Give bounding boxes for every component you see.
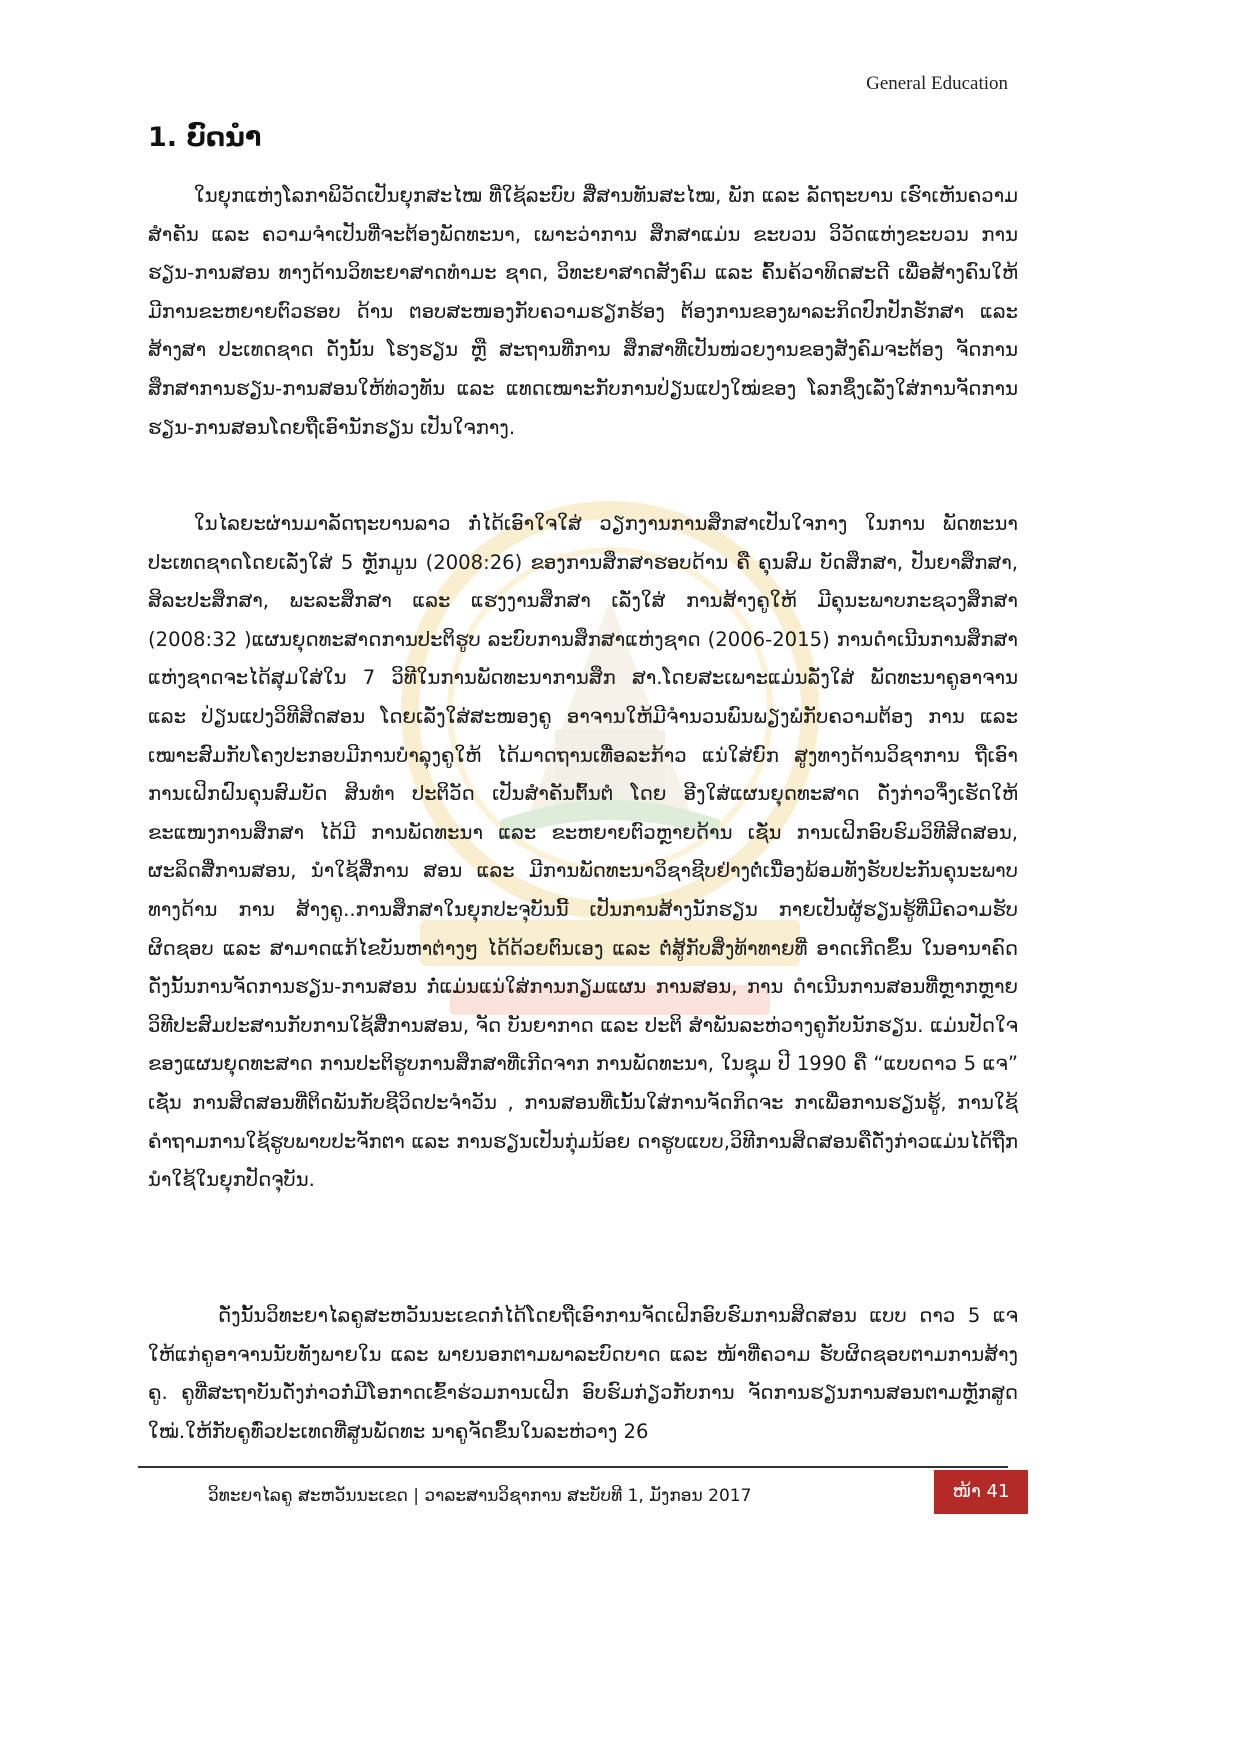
body-paragraph: ໃນໄລຍະຜ່ານມາລັດຖະບານລາວ ກໍ່ໄດ້ເອົາໃຈໃສ່ ວຽກງານການສຶກສາເປັນໃຈກາງ ໃນການ ພັດທະນາປະເທດຊາດໂດຍເລັ່ງໃສ່ 5 ຫຼັກມູນ (2008:26) ຂອງການສຶກສາຮອບດ້ານ ຄື ຄຸນສົມ ບັດສຶກສາ, ປັນຍາສຶກສາ, ສິລະປະສຶກສາ, ພະລະສຶກສາ ແລະ ແຮງງານສຶກສາ ເລັ່ງໃສ່ ການສ້າງຄູໃຫ້ ມີຄຸນະພາບກະຊວງສຶກສາ (2008:32 )ແຜນຍຸດທະສາດການປະຕິຮູບ ລະບົບການສຶກສາແຫ່ງຊາດ (2006-2015) ການດຳເນີນການສຶກສາແຫ່ງຊາດຈະໄດ້ສຸມໃສ່ໃນ 7 ວິທີໃນການພັດທະນາການສຶກ ສາ.ໂດຍສະເພາະແມ່ນລັ່ງໃສ່ ພັດທະນາຄູອາຈານ ແລະ ປ່ຽນແປງວິທີສິດສອນ ໂດຍເລັ່ງໃສ່ສະໜອງຄູ ອາຈານໃຫ້ມີຈຳນວນພົນພຽງພໍກັບຄວາມຕ້ອງ ການ ແລະ ເໝາະສົມກັບໂຄງປະກອບມີການບຳລຸງຄູໃຫ້ ໄດ້ມາດຖານເທື່ອລະກ້າວ ແນ່ໃສ່ຍົກ ສູງທາງດ້ານວິຊາການ ຖືເອົາການເຝິກຝົນຄຸນສົມບັດ ສິນທຳ ປະຕິວັດ ເປັນສຳຄັນຕົ້ນຕໍ ໂດຍ ອີງໃສ່ແຜນຍຸດທະສາດ ດັ່ງກ່າວຈຶ່ງເຮັດໃຫ້ຂະແໜງການສຶກສາ ໄດ້ມີ ການພັດທະນາ ແລະ ຂະຫຍາຍຕົວຫຼາຍດ້ານ ເຊັ່ນ ການເຝິກອົບຮົມວິທີສິດສອນ, ຜະລິດສື່ການສອນ, ນຳໃຊ້ສື່ການ ສອນ ແລະ ມີການພັດທະນາວິຊາຊີບຢ່າງຕໍ່ເນື່ອງພ້ອມທັງຮັບປະກັນຄຸນະພາບທາງດ້ານ ການ ສ້າງຄູ..ການສຶກສາໃນຍຸກປະຈຸບັນນີ້ ເປັນການສ້າງນັກຮຽນ ກາຍເປັນຜູ້ຮຽນຮູ້ທີ່ມີຄວາມຮັບ ຜິດຊອບ ແລະ ສາມາດແກ້ໄຂບັນຫາຕ່າງໆ ໄດ້ດ້ວຍຕົນເອງ ແລະ ຕໍ່ສູ້ກັບສິ່ງທ້າທາຍທີ່ ອາດເກີດຂຶ້ນ ໃນອານາຄົດ ດັ່ງນັ້ນການຈັດການຮຽນ-ການສອນ ກໍ່ແມ່ນແນ່ໃສ່ການກຽມແຜນ ການສອນ, ການ ດຳເນີນການສອນທີ່ຫຼາກຫຼາຍວິທີປະສົມປະສານກັບການໃຊ້ສື່ການສອນ, ຈັດ ບັນຍາກາດ ແລະ ປະຕິ ສຳພັນລະຫ່ວາງຄູກັບນັກຮຽນ. ແມ່ນປັດໃຈຂອງແຜນຍຸດທະສາດ ການປະຕິຮູບການສຶກສາທີ່ເກີດຈາກ ການພັດທະນາ, ໃນຊຸມ ປີ 1990 ຄື “ແບບດາວ 5 ແຈ” ເຊັ່ນ ການສິດສອນທີ່ຕິດພັນກັບຊີວິດປະຈຳວັນ , ການສອນທີ່ເນັ້ນໃສ່ການຈັດກິດຈະ ກາເພື່ອການຮຽນຮູ້, ການໃຊ້ຄຳຖາມການໃຊ້ຮູບພາບປະຈັກຕາ ແລະ ການຮຽນເປັນກຸ່ມນ້ອຍ ດາຮູບແບບ,ວິທີການສິດສອນຄືດັ່ງກ່າວແມ່ນໄດ້ຖືກນຳໃຊ້ໃນຍຸກປັດຈຸບັນ. (148, 512, 1018, 1192)
page-number-badge: ໜ້າ 41 (934, 1470, 1028, 1514)
section-heading: 1. ບົດນຳ (148, 122, 262, 153)
footer-journal-info: ວິທະຍາໄລຄູ ສະຫວັນນະເຂດ | ວາລະສານວິຊາການ ສະບັບທີ 1, ມັງກອນ 2017 (208, 1486, 752, 1506)
body-paragraph: ໃນຍຸກແຫ່ງໂລກາພິວັດເປັນຍຸກສະໄໝ ທີ່ໃຊ້ລະບົບ ສື່ສານທັນສະໄໝ, ພັກ ແລະ ລັດຖະບານ ເຮົາເຫັນຄວາມສຳຄັນ ແລະ ຄວາມຈຳເປັນທີ່ຈະຕ້ອງພັດທະນາ, ເພາະວ່າການ ສຶກສາແມ່ນ ຂະບວນ ວິວັດແຫ່ງຂະບວນ ການຮຽນ-ການສອນ ທາງດ້ານວິທະຍາສາດທຳມະ ຊາດ, ວິທະຍາສາດສັງຄົມ ແລະ ຄົ້ນຄ້ວາທິດສະດີ ເພື່ອສ້າງຄົນໃຫ້ມີການຂະຫຍາຍຕົວຮອບ ດ້ານ ຕອບສະໜອງກັບຄວາມຮຽກຮ້ອງ ຕ້ອງການຂອງພາລະກິດປົກປັກຮັກສາ ແລະ ສ້າງສາ ປະເທດຊາດ ດັ່ງນັ້ນ ໂຮງຮຽນ ຫຼື ສະຖານທີ່ການ ສຶກສາທີ່ເປັນໜ່ວຍງານຂອງສັງຄົມຈະຕ້ອງ ຈັດການສຶກສາການຮຽນ-ການສອນໃຫ້ທ່ວງທັນ ແລະ ແທດເໝາະກັບການປ່ຽນແປງໃໝ່ຂອງ ໂລກຊຶ່ງເລັ່ງໃສ່ການຈັດການຮຽນ-ການສອນໂດຍຖືເອົານັກຮຽນ ເປັນໃຈກາງ. (148, 184, 1018, 439)
running-head: General Education (866, 73, 1008, 94)
body-paragraph: ດັ່ງນັ້ນວິທະຍາໄລຄູສະຫວັນນະເຂດກໍ່ໄດ້ໂດຍຖືເອົາການຈັດເຝິກອົບຮົມການສິດສອນ ແບບ ດາວ 5 ແຈໃຫ້ແກ່ຄູອາຈານນັບທັງພາຍໃນ ແລະ ພາຍນອກຕາມພາລະບົດບາດ ແລະ ໜ້າທີ່ຄວາມ ຮັບຜິດຊອບຕາມການສ້າງຄູ. ຄູທີ່ສະຖາບັນດັ່ງກ່າວກໍ່ມີໂອກາດເຂົ້າຮ່ວມການເຝິກ ອົບຮົມກ່ຽວກັບການ ຈັດການຮຽນການສອນຕາມຫຼັກສູດໃໝ່.ໃຫ້ກັບຄູທົ່ວປະເທດທີ່ສູນພັດທະ ນາຄູຈັດຂຶ້ນໃນລະຫ່ວາງ 26 (148, 1304, 1018, 1443)
footer-divider (138, 1466, 1008, 1468)
